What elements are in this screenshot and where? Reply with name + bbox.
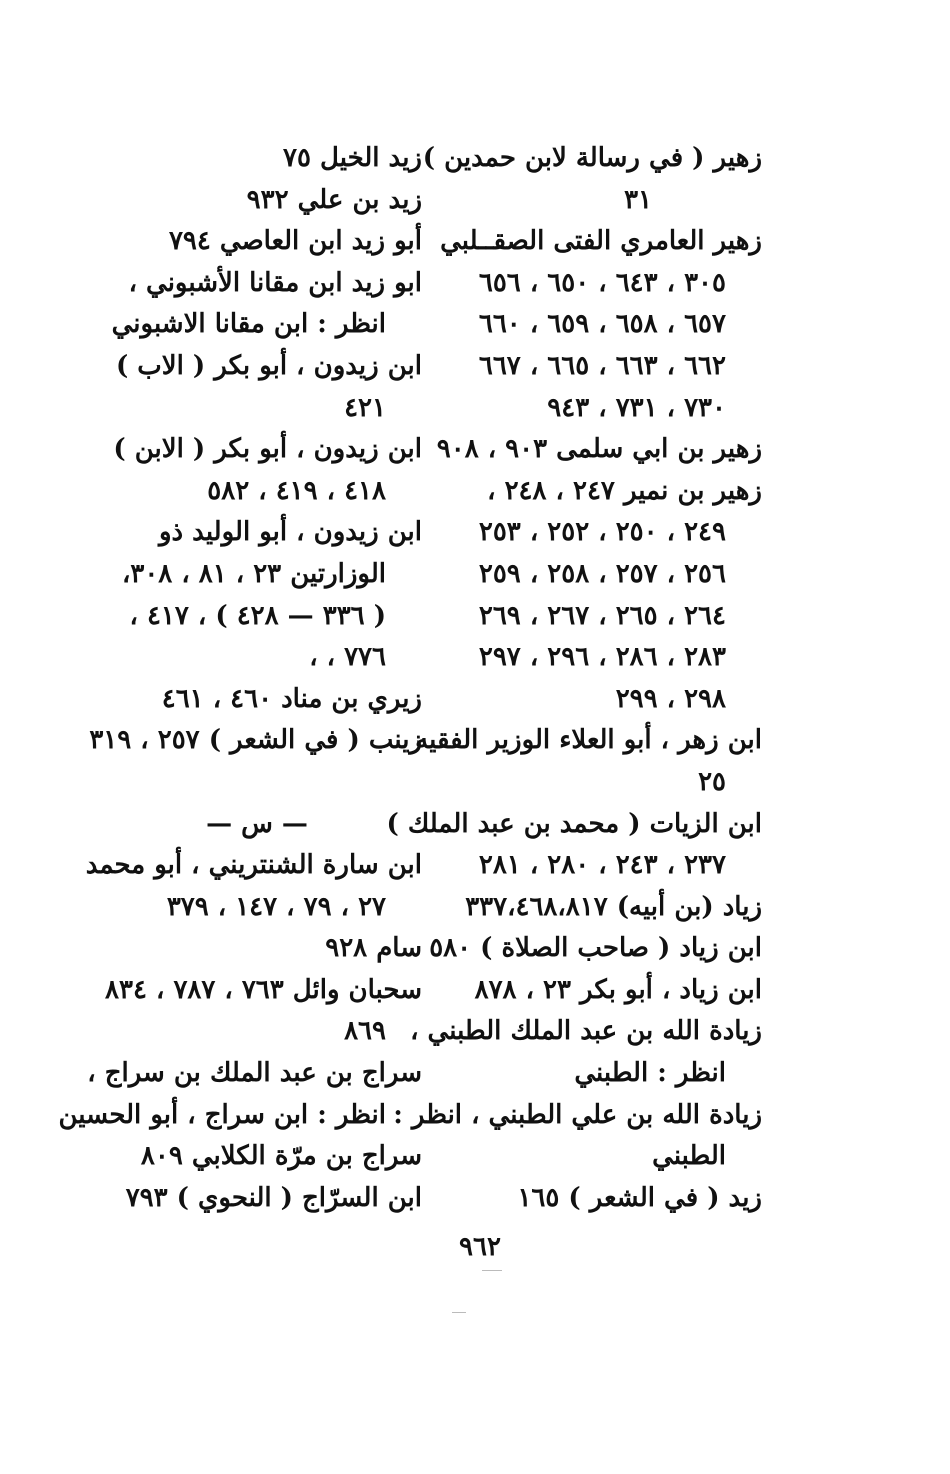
- left-index-column: [58, 138, 422, 1219]
- index-entry-line: ابن زيدون ، أبو بكر ( الاب ): [115, 350, 422, 381]
- index-entry-line: ابن سارة الشنتريني ، أبو محمد: [85, 850, 422, 881]
- index-entry-line: ٢٤٩ ، ٢٥٠ ، ٢٥٢ ، ٢٥٣: [478, 517, 726, 548]
- page-number: ٩٦٢: [459, 1232, 501, 1262]
- index-entry-line: ٢٥: [698, 766, 726, 797]
- index-entry-line: زياد (بن أبيه) ٣٣٧،٤٦٨،٨١٧: [465, 891, 762, 922]
- index-entry-line: انظر : الطبني: [574, 1058, 726, 1089]
- index-entry-line: سراج بن عبد الملك بن سراج ،: [87, 1058, 422, 1089]
- index-entry-line: ٨٦٩: [344, 1016, 386, 1047]
- index-entry-line: ٢٧ ، ٧٩ ، ١٤٧ ، ٣٧٩: [166, 891, 386, 922]
- index-entry-line: زيد بن علي ٩٣٢: [246, 184, 422, 215]
- index-entry-line: أبو زيد ابن العاصي ٧٩٤: [168, 226, 422, 257]
- index-entry-line: انظر : ابن سراج ، أبو الحسين: [58, 1099, 386, 1130]
- index-entry-line: زينب ( في الشعر ) ٢٥٧ ، ٣١٩: [89, 725, 422, 756]
- index-entry-line: ابو زيد ابن مقانا الأشبوني ،: [128, 267, 422, 298]
- index-entry-line: ٧٧٦ ، ،: [309, 642, 386, 673]
- index-entry-line: ٢٣٧ ، ٢٤٣ ، ٢٨٠ ، ٢٨١: [478, 850, 726, 881]
- index-entry-line: ٣٠٥ ، ٦٤٣ ، ٦٥٠ ، ٦٥٦: [478, 267, 726, 298]
- index-entry-line: ٤٢١: [344, 392, 386, 423]
- index-entry-line: سام ٩٢٨: [325, 933, 422, 964]
- index-entry-line: سراج بن مرّة الكلابي ٨٠٩: [140, 1141, 422, 1172]
- index-entry-line: ٣١: [624, 184, 652, 215]
- index-entry-line: ابن السرّاج ( النحوي ) ٧٩٣: [125, 1182, 422, 1213]
- index-entry-line: زيد الخيل ٧٥: [283, 143, 422, 173]
- index-entry-line: ٧٣٠ ، ٧٣١ ، ٩٤٣: [547, 392, 726, 423]
- index-entry-line: زهير العامري الفتى الصقــلبي: [440, 226, 762, 257]
- index-entry-line: ٦٦٢ ، ٦٦٣ ، ٦٦٥ ، ٦٦٧: [478, 350, 726, 381]
- index-entry-line: ابن زيدون ، أبو بكر ( الابن ): [113, 434, 422, 465]
- index-entry-line: ابن الزيات ( محمد بن عبد الملك ): [386, 808, 762, 839]
- index-entry-line: ابن زهر ، أبو العلاء الوزير الفقيه: [415, 725, 762, 756]
- index-entry-line: ابن زياد ، أبو بكر ٢٣ ، ٨٧٨: [474, 974, 762, 1005]
- scan-mark: [482, 1270, 502, 1271]
- section-heading: — س —: [206, 808, 308, 839]
- index-entry-line: زهير بن ابي سلمى ٩٠٣ ، ٩٠٨: [436, 434, 762, 465]
- index-entry-line: ٢٦٤ ، ٢٦٥ ، ٢٦٧ ، ٢٦٩: [478, 600, 726, 631]
- index-entry-line: الوزارتين ٢٣ ، ٨١ ، ٣٠٨،: [121, 558, 386, 589]
- index-entry-line: زيد ( في الشعر ) ١٦٥: [517, 1182, 762, 1213]
- index-entry-line: ٦٥٧ ، ٦٥٨ ، ٦٥٩ ، ٦٦٠: [478, 309, 726, 340]
- index-entry-line: زيادة الله بن علي الطبني ، انظر :: [393, 1099, 762, 1130]
- index-entry-line: ٢٥٦ ، ٢٥٧ ، ٢٥٨ ، ٢٥٩: [478, 558, 726, 589]
- index-entry-line: زيادة الله بن عبد الملك الطبني ،: [410, 1016, 762, 1047]
- index-entry-line: انظر : ابن مقانا الاشبوني: [111, 309, 386, 340]
- index-entry-line: زهير بن نمير ٢٤٧ ، ٢٤٨ ،: [487, 475, 762, 506]
- index-entry-line: ابن زيدون ، أبو الوليد ذو: [158, 517, 422, 548]
- section-gap: [92, 762, 422, 804]
- index-entry-line: ( ٣٣٦ — ٤٢٨ ) ، ٤١٧ ،: [129, 600, 386, 631]
- index-entry-line: ٤١٨ ، ٤١٩ ، ٥٨٢: [207, 475, 386, 506]
- index-entry-line: الطبني: [652, 1141, 726, 1172]
- index-entry-line: ٢٩٨ ، ٢٩٩: [615, 683, 726, 714]
- index-entry-line: ٢٨٣ ، ٢٨٦ ، ٢٩٦ ، ٢٩٧: [478, 642, 726, 673]
- index-entry-line: سحبان وائل ٧٦٣ ، ٧٨٧ ، ٨٣٤: [105, 974, 422, 1005]
- index-entry-line: ابن زياد ( صاحب الصلاة ) ٥٨٠: [429, 933, 762, 964]
- scan-mark: [452, 1312, 466, 1313]
- index-entry-line: زيري بن مناد ٤٦٠ ، ٤٦١: [161, 683, 422, 714]
- index-entry-line: زهير ( في رسالة لابن حمدين ): [422, 143, 762, 173]
- right-index-column: [386, 138, 762, 1219]
